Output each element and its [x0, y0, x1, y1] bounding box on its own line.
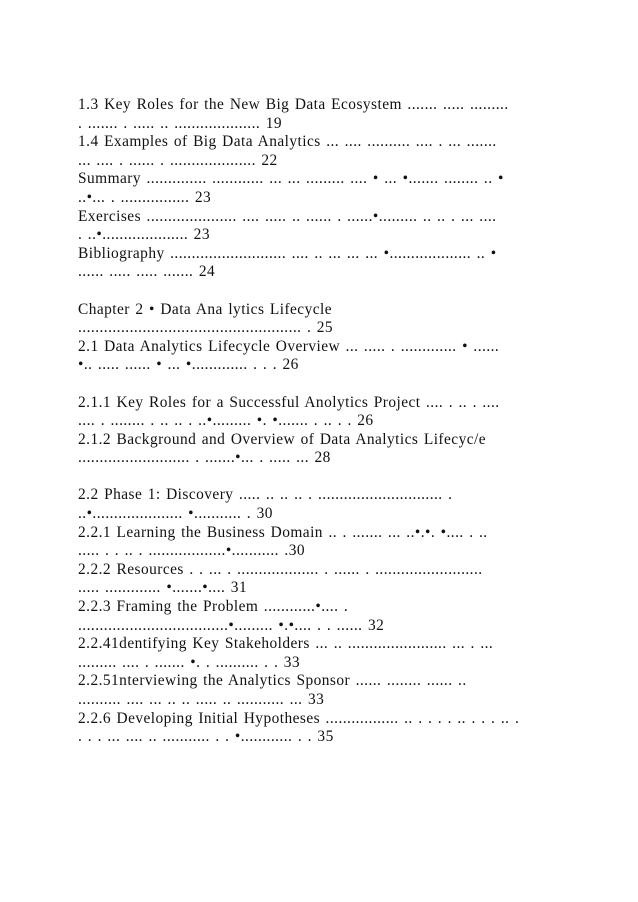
toc-line: .......... .... ... .. .. ..... .. ........... ... 33 [78, 691, 325, 708]
toc-line: 1.3 Key Roles for the New Big Data Ecosystem ....... ..... ......... [78, 96, 509, 113]
toc-line: 2.2.51nterviewing the Analytics Sponsor ...... ........ ...... .. [78, 672, 467, 690]
toc-line: .................................................... . 25 [78, 319, 334, 337]
toc-line: ......... .... . ....... •. . .......... . . 33 [78, 653, 301, 671]
toc-line: 2.2 Phase 1: Discovery ..... .. .. .. . ............................. . [78, 486, 453, 504]
toc-line: 2.2.6 Developing Initial Hypotheses ................. .. . . . . .. . . . .. . [78, 709, 520, 727]
toc-line: 2.1.2 Background and Overview of Data Analytics Lifecyc/e [78, 430, 487, 448]
toc-line: 2.2.1 Learning the Business Domain .. . ....... ... ..•.•. •.... . .. [78, 523, 488, 541]
toc-line: ... .... . ...... . .................... 22 [78, 151, 278, 169]
toc-line: 2.2.41dentifying Key Stakeholders ... .. ....................... ... . ... [78, 635, 494, 653]
toc-line: 1.4 Examples of Big Data Analytics ... .... .......... .... . ... ....... [78, 133, 497, 151]
toc-line: Bibliography ........................... .... .. ... ... ... •................... .. • [78, 244, 497, 262]
toc-line: Exercises ..................... .... ..... .. ...... . ......•......... .. .. . ... .... [78, 207, 497, 225]
toc-line: •.. ..... ...... • ... •............. . . . 26 [78, 356, 299, 374]
toc-line: .......................... . .......•... . ..... ... 28 [78, 449, 331, 467]
toc-line: 2.2.2 Resources . . ... . ................... . ...... . ......................... [78, 560, 483, 578]
toc-block-chapter-2-heading [78, 301, 568, 375]
toc-line: . ....... . ..... .. .................... 19 [78, 114, 282, 132]
toc-line: ...... ..... ..... ....... 24 [78, 263, 216, 281]
toc-line: .... . ........ . .. .. . ..•......... •. •....... . .. . . 26 [78, 412, 374, 430]
toc-line: ..•... . ................ 23 [78, 188, 212, 206]
block-spacer [78, 468, 568, 487]
toc-line: ...................................•......... •.•.... . . ...... 32 [78, 616, 385, 634]
toc-line: ..... ............. •.......•.... 31 [78, 579, 248, 597]
toc-line: . ..•.................... 23 [78, 226, 210, 244]
toc-line: 2.1 Data Analytics Lifecycle Overview ... ..... . ............. • ...... [78, 337, 500, 355]
block-spacer [78, 282, 568, 301]
block-spacer [78, 375, 568, 394]
toc-block-chapter-1-end [78, 96, 568, 282]
toc-line: ..... . . .. . ..................•........... .30 [78, 542, 306, 560]
table-of-contents [78, 96, 568, 747]
toc-line: Chapter 2 • Data Ana lytics Lifecycle [78, 300, 333, 318]
toc-block-section-2-1 [78, 394, 568, 468]
toc-line: ..•..................... •........... . 30 [78, 505, 273, 523]
toc-line: 2.1.1 Key Roles for a Successful Anolytics Project .... . .. . .... [78, 393, 500, 411]
toc-line: 2.2.3 Framing the Problem ............•.... . [78, 598, 349, 616]
toc-block-section-2-2 [78, 486, 568, 746]
toc-line: Summary .............. ............ ... ... ......... .... • ... •....... ........ .. • [78, 170, 504, 188]
toc-line: . . . ... .... .. ........... . . •............ . . 35 [78, 728, 334, 746]
